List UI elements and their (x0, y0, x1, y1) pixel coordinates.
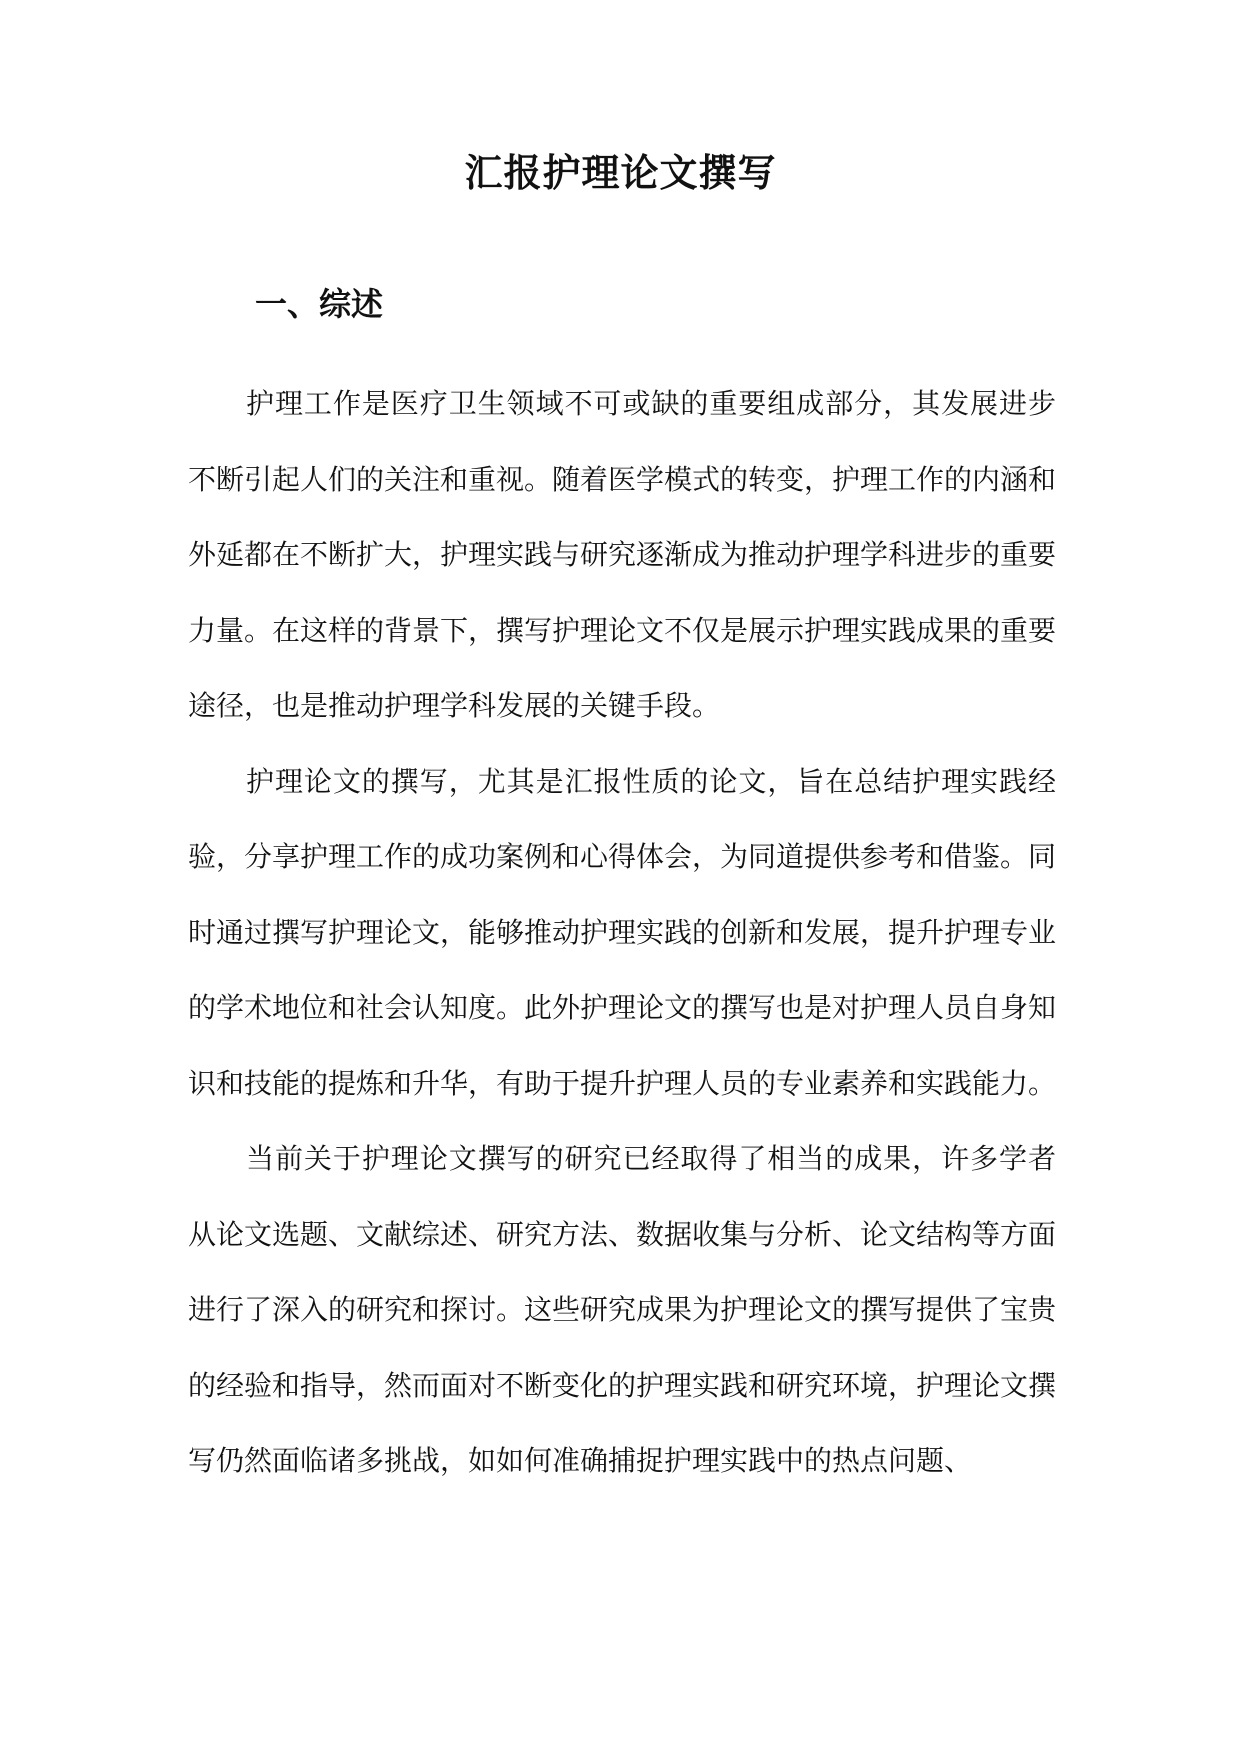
paragraph: 护理论文的撰写，尤其是汇报性质的论文，旨在总结护理实践经验，分享护理工作的成功案例和心得体会，为同道提供参考和借鉴。同时通过撰写护理论文，能够推动护理实践的创新和发展，提升护理专业的学术地位和社会认知度。此外护理论文的撰写也是对护理人员自身知识和技能的提炼和升华，有助于提升护理人员的专业素养和实践能力。 (188, 764, 1057, 1100)
paragraph: 当前关于护理论文撰写的研究已经取得了相当的成果，许多学者从论文选题、文献综述、研究方法、数据收集与分析、论文结构等方面进行了深入的研究和探讨。这些研究成果为护理论文的撰写提供了宝贵的经验和指导，然而面对不断变化的护理实践和研究环境，护理论文撰写仍然面临诸多挑战，如如何准确捕捉护理实践中的热点问题、 (188, 1142, 1057, 1477)
document-title: 汇报护理论文撰写 (464, 151, 777, 195)
paragraph: 护理工作是医疗卫生领域不可或缺的重要组成部分，其发展进步不断引起人们的关注和重视。随着医学模式的转变，护理工作的内涵和外延都在不断扩大，护理实践与研究逐渐成为推动护理学科进步的重要力量。在这样的背景下，撰写护理论文不仅是展示护理实践成果的重要途径，也是推动护理学科发展的关键手段。 (188, 387, 1057, 722)
body-text (188, 366, 1056, 1499)
section-heading-overview: 一、综述 (255, 285, 384, 323)
